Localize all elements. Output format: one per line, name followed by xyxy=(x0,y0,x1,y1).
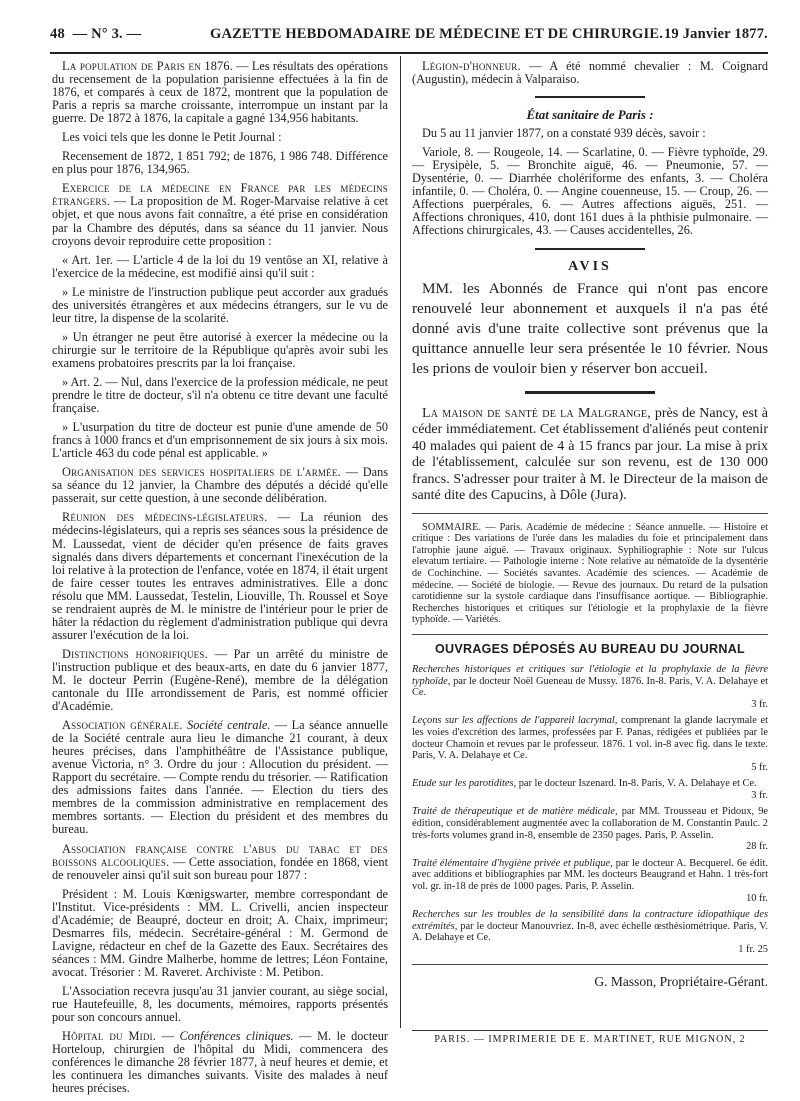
etat-sanitaire-intro: Du 5 au 11 janvier 1877, on a constaté 939 décès, savoir : xyxy=(422,126,706,141)
sommaire: SOMMAIRE. — Paris. Académie de médecine : Séance annuelle. — Histoire et critique : Des variations de l'urée dans les maladies du foie et principalement dans l'atrophie jaune aiguë. — Travaux originaux. Syphiliographie : Note sur l'ulcus elevatum tertiaire. — Pathologie interne : Note relative au nématoïde de la dysentérie de Cochinchine. — Sociétés savantes. Académie des sciences. — Académie de médecine. — Société de biologie. — Revue des journaux. Du retard de la pulsation carotidienne sur la systole cardiaque dans l'insuffisance aortique. — Bibliographie. Recherches historiques et critiques sur l'étiologie et la prophylaxie de la fièvre typhoïde. — Variétés. xyxy=(412,521,768,626)
book-price: 5 fr. xyxy=(751,761,768,773)
article-exercice: Exercice de la médecine en France par les médecins étrangers. — La proposition de M. Roger-Marvaise relative à cet objet, et que nous avons fait connaître, a été prise en considération par la Chambre des députés, dans sa séance du 11 janvier. Nous croyons devoir reproduire cette proposition : xyxy=(52,181,388,248)
article-hopital-midi: Hôpital du Midi. — Conférences cliniques. — M. le docteur Horteloup, chirurgien de l'hôpital du Midi, commencera des conférences le dimanche 28 février 1877, à neuf heures et demie, et les continuera les dimanches suivants. Visite des malades à neuf heures précises. xyxy=(52,1029,388,1096)
tabac-bureau: Président : M. Louis Kœnigswarter, membre correspondant de l'Institut. Vice-présidents : MM. L. Crivelli, ancien inspecteur d'Académie; de Beaupré, docteur en droit; A. Chaix, imprimeur; Desmarres fils, médecin. Secrétaire-général : M. Germond de Lavigne, rédacteur en chef de la Gazette des Eaux. Secrétaires des séances : MM. Gindre Malherbe, homme de lettres; Léon Fontaine, avocat. Trésorier : M. Raveret. Archiviste : M. Petibon. xyxy=(52,886,388,979)
separator xyxy=(535,248,645,250)
separator xyxy=(412,513,768,514)
separator xyxy=(535,96,645,98)
book-price: 28 fr. xyxy=(746,841,768,853)
book-details: par le docteur Manouvriez. In-8, avec échelle œsthésiométrique. Paris, V. A. Delahaye et Ce. xyxy=(412,920,768,944)
book-price: 10 fr. xyxy=(746,892,768,904)
book-price: 3 fr. xyxy=(751,698,768,710)
book-entry xyxy=(412,909,768,955)
article-tabac: Association française contre l'abus du tabac et des boissons alcooliques. — Cette association, fondée en 1868, vient de renouveler ainsi qu'il suit son bureau pour 1877 : xyxy=(52,841,388,882)
book-title: Recherches sur les troubles de la sensibilité dans la contracture idiopathique des extrémités, xyxy=(412,909,768,932)
header-rule xyxy=(50,52,768,54)
book-price: 3 fr. xyxy=(751,789,768,801)
avis-text: MM. les Abonnés de France qui n'ont pas encore renouvelé leur abonnement et auxquels il n'a pas été donné avis d'une traite collective sont prévenus que la quittance annuelle leur sera présentée le 10 février. Nous les prions de vouloir bien y réserver bon accueil. xyxy=(412,279,768,377)
article-2-par-b: » L'usurpation du titre de docteur est punie d'une amende de 50 francs à 1000 francs et d'un emprisonnement de six jours à six mois. L'article 463 du code pénal est applicable. » xyxy=(52,420,388,461)
book-title: Traité élémentaire d'hygiène privée et publique, xyxy=(412,857,613,869)
article-1-par-c: » Un étranger ne peut être autorisé à exercer la médecine ou la chirurgie sur le territoire de la République qu'après avoir subi les examens probatoires prescrits par la loi française. xyxy=(52,329,388,370)
book-entry xyxy=(412,806,768,852)
journal-title: GAZETTE HEBDOMADAIRE DE MÉDECINE ET DE CHIRURGIE. xyxy=(210,26,664,42)
etat-sanitaire-title: État sanitaire de Paris : xyxy=(526,107,654,123)
population-intro: Les voici tels que les donne le Petit Journal : xyxy=(62,130,282,145)
article-population: La population de Paris en 1876. — Les résultats des opérations du recensement de la population parisienne effectuées à la fin de 1876, et comparés à ceux de 1872, montrent que la population de Paris a repris sa marche croissante, interrompue un instant par la guerre. De 1872 à 1876, la capitale a gagné 134,956 habitants. xyxy=(52,59,388,126)
book-entry xyxy=(412,664,768,710)
book-entry xyxy=(412,858,768,904)
avis-title: AVIS xyxy=(568,258,612,274)
population-figures: Recensement de 1872, 1 851 792; de 1876, 1 986 748. Différence en plus pour 1876, 134,965. xyxy=(52,149,388,177)
separator xyxy=(412,964,768,965)
article-1: « Art. 1er. — L'article 4 de la loi du 19 ventôse an XI, relative à l'exercice de la médecine, est modifié ainsi qu'il suit : xyxy=(52,252,388,280)
right-column xyxy=(412,60,768,988)
annonce-maison-de-sante: La maison de santé de la Malgrange, près de Nancy, est à céder immédiatement. Cet établissement d'aliénés peut contenir 40 malades qui paient de 4 à 15 francs par jour. La mise à prix de l'établissement, calculée sur son revenu, est de 130 000 francs. S'adresser pour traiter à M. le Directeur de la maison de santé dite des Capucins, à Dôle (Jura). xyxy=(412,405,768,504)
article-reunion: Réunion des médecins-législateurs. — La réunion des médecins-législateurs, qui a repris ses séances sous la présidence de M. Laussedat, vient de décider qu'en présence de faits graves signalés dans divers départements et concernant l'inexécution de la loi relative à la protection de l'enfance, votée en 1874, il était urgent de faire cesser toutes les entraves administratives. Elle a donc résolu que MM. Laussedat, Testelin, Liouville, Th. Roussel et Soye se rendraient auprès de M. le ministre de l'intérieur pour le prier de hâter la rédaction du règlement d'administration publique qui devra assurer l'exécution de la loi. xyxy=(52,510,388,642)
book-list xyxy=(412,664,768,956)
article-1-par-b: » Le ministre de l'instruction publique peut accorder aux gradués des universités étrangères et aux médecins étrangers, sur le vu de leur titre, la dispense de la scolarité. xyxy=(52,284,388,325)
book-title: Recherches historiques et critiques sur l'étiologie et la prophylaxie de la fièvre typhoïde, xyxy=(412,663,768,687)
separator xyxy=(525,391,655,394)
book-title: Etude sur les parotidites, xyxy=(412,778,517,790)
separator xyxy=(412,634,768,635)
page-number-and-issue: 48 — N° 3. — xyxy=(50,26,142,42)
issue-date: 19 Janvier 1877. xyxy=(663,26,768,42)
left-column xyxy=(52,60,388,1101)
article-legion-honneur: Légion-d'honneur. — A été nommé chevalier : M. Coignard (Augustin), médecin à Valparaiso. xyxy=(412,59,768,87)
article-organisation: Organisation des services hospitaliers de l'armée. — Dans sa séance du 12 janvier, la Chambre des députés a décidé qu'elle passerait, sur cette question, à une seconde délibération. xyxy=(52,465,389,506)
signature: G. Masson, Propriétaire-Gérant. xyxy=(594,973,768,989)
ouvrages-title: OUVRAGES DÉPOSÉS AU BUREAU DU JOURNAL xyxy=(435,641,745,656)
article-distinctions: Distinctions honorifiques. — Par un arrêté du ministre de l'instruction publique et des beaux-arts, en date du 6 janvier 1877, M. le docteur Perrin (Eugène-René), membre de la délégation cantonale du IIIe arrondissement de Paris, est nommé officier d'Académie. xyxy=(52,646,388,714)
book-entry xyxy=(412,715,768,773)
book-details: par le docteur Noël Gueneau de Mussy. 1876. In-8. Paris, V. A. Delahaye et Ce. xyxy=(412,675,768,699)
book-title: Leçons sur les affections de l'appareil lacrymal, xyxy=(412,715,618,727)
book-details: comprenant la glande lacrymale et les voies d'excrétion des larmes, professées par F. Panas, rédigées et publiées par le docteur Chamoin et revues par le professeur. 1876. 1 vol. in-8 avec fig. dans le texte. Paris, V. A. Delahaye et Ce. xyxy=(412,715,768,762)
tabac-concours: L'Association recevra jusqu'au 31 janvier courant, au siège social, rue Hautefeuille, 8, les documents, mémoires, rapports présentés pour son concours annuel. xyxy=(52,984,388,1025)
book-entry xyxy=(412,778,768,801)
article-2: » Art. 2. — Nul, dans l'exercice de la profession médicale, ne peut prendre le titre de docteur, s'il n'a obtenu ce titre devant une faculté française. xyxy=(52,374,388,416)
etat-sanitaire-details: Variole, 8. — Rougeole, 14. — Scarlatine, 0. — Fièvre typhoïde, 29. — Erysipèle, 5. — Bronchite aiguë, 46. — Pneumonie, 57. — Dysentérie, 0. — Diarrhée cholériforme des enfants, 3. — Choléra infantile, 0. — Choléra, 0. — Angine couenneuse, 15. — Croup, 26. — Affections puerpérales, 6. — Autres affections aiguës, 251. — Affections chroniques, 410, dont 161 dues à la phthisie pulmonaire. — Affections chirurgicales, 43. — Causes accidentelles, 26. xyxy=(412,145,768,238)
page-header xyxy=(50,26,768,48)
book-title: Traité de thérapeutique et de matière médicale, xyxy=(412,806,618,818)
book-details: par le docteur Iszenard. In-8. Paris, V. A. Delahaye et Ce. xyxy=(516,778,757,790)
book-details: par le docteur A. Becquerel. 6e édit. avec additions et bibliographies par MM. les docteurs Beaugrand et Hahn. 1 très-fort vol. gr. in-18 de près de 1000 pages. Paris, P. Asselin. xyxy=(412,857,769,893)
printer-footer: PARIS. — IMPRIMERIE DE E. MARTINET, RUE MIGNON, 2 xyxy=(412,1030,768,1045)
article-association-generale: Association générale. Société centrale. — La séance annuelle de la Société centrale aura lieu le dimanche 21 courant, à deux heures précises, dans l'amphithéâtre de l'Assistance publique, avenue Victoria, n° 3. Ordre du jour : Allocution du président. — Rapport du secrétaire. — Compte rendu du trésorier. — Ratification des admissions faites dans l'année. — Election du tiers des membres de la commission administrative en remplacement des membres sortants. — Election du président et des membres du bureau. xyxy=(52,718,388,837)
book-price: 1 fr. 25 xyxy=(738,944,768,956)
column-divider xyxy=(400,56,401,1028)
book-details: par MM. Trousseau et Pidoux, 9e édition, considérablement augmentée avec la collaboration de M. Constantin Paulc. 2 très-forts volumes grand in-8, ensemble de 2350 pages. Paris, P. Asselin. xyxy=(412,806,769,841)
